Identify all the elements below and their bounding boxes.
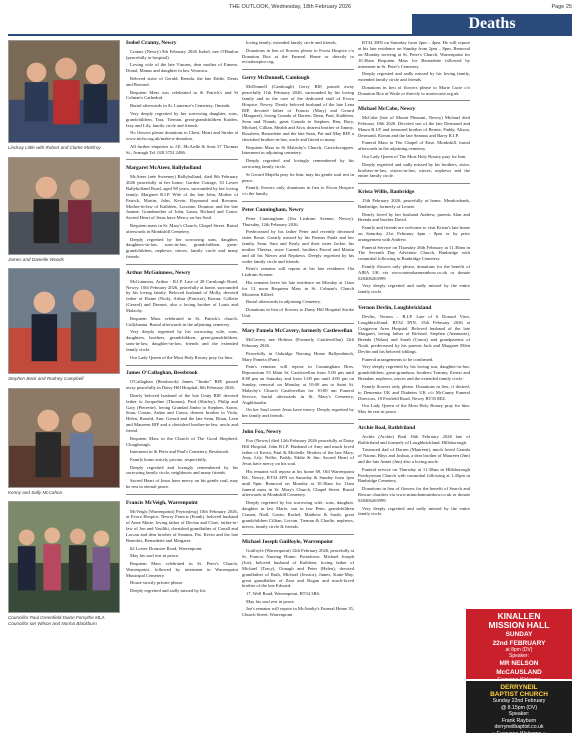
deaths-banner: Deaths bbox=[412, 14, 572, 34]
ad-day: SUNDAY bbox=[505, 630, 533, 638]
notice-text: Family flowers only, donations in lieu to Evora Hospice c/o the family. bbox=[242, 185, 354, 197]
ad-speaker-label: Speaker: bbox=[508, 711, 530, 718]
notice-text: Donations in lieu of flowers please to Evora Hospice c/o Donation Box at the Funeral Home or directly to evorahospice.org. bbox=[242, 47, 354, 65]
page-header bbox=[8, 0, 572, 14]
notice-text: Donations in lieu of flowers to Daisy Hill Hospital Stroke Unit. bbox=[242, 306, 354, 318]
photo-5 bbox=[8, 501, 120, 613]
ad-speaker: MR NELSON bbox=[499, 660, 539, 668]
notice-text: McCabe (late of Mount Pleasant, Newry) Michael died February 18th 2026. Devoted son of the late Desmond and Maura R.I.P. and treasured brother of Bernie, Paddy, Alison, Desmond, Kieran and the late Seamus and Barry R.I.P. bbox=[358, 115, 470, 138]
caption-5: Councillor Paul Greenfield Diane Forsythe MLA Councillor Ian Wilson and Norma Blackburn bbox=[8, 615, 105, 626]
ad-title: MISSION HALL bbox=[488, 619, 550, 630]
caption-3: Stephen Beck and Rodney Campbell bbox=[8, 376, 84, 381]
notice-divider bbox=[358, 419, 470, 420]
notice-text: 15th February 2026, peacefully at home, Meadowbank, Banbridge, formerly of Lenzie. bbox=[358, 198, 470, 209]
notice-text: Deeply regretted by her sorrowing sons, daughter, daughters-in-law, sons-in-law, grandchildren, great-grandchildren, nephews, nieces, family circle and many friends. bbox=[126, 236, 238, 260]
notice-heading: Gerry McDonnell, Camlough bbox=[242, 75, 310, 82]
notice-text: All further enquiries to J.E. McArdle & Sons 37 Thomas St., Armagh Tel. 028 3752 2486. bbox=[126, 143, 238, 155]
ad-speaker: McCAUSLAND bbox=[496, 669, 542, 677]
notice-divider bbox=[358, 183, 470, 184]
notice-divider bbox=[242, 534, 354, 535]
notice-text: Deeply regretted and lovingly remembered by his sorrowing family circle, neighbours and many friends. bbox=[126, 464, 238, 476]
notice-text: Deeply regretted by his sorrowing wife, sons, daughter, daughter in law Marie, son in law Peter, grandchildren Cianan, Niall, Gavin, Rachel, Matthew & Sarah, great grandchildren Cillian, Lorcan, Tiernan & Charlie, nephews, nieces, family circle & friends. bbox=[242, 500, 354, 529]
notice-text: Joe's remains will repose in McAnulty's Funeral Home 35, Church Street, Warrenpoint bbox=[242, 606, 354, 618]
notice-text: Devlin, Vernon – R.I.P. Late of 6 Donard View, Loughbrickland, BT32 3NN, 15th February 2026 at Craigavon Area Hospital. Beloved husband of the late Margaret, loving father of Richard, Stephen (Annmarie), Brenda (Nolan) and Sarah (Conor) and grandparents of Noah, predeceased by his parents Jack and Margaret Ellen Devlin and his beloved siblings. bbox=[358, 313, 470, 355]
notice-text: Donations in lieu of flowers for the benefit of Search and Rescue charities via www.mimohamrainbow.co.uk or donate 028406263999. bbox=[358, 486, 470, 503]
notice-text: Treasured dad of Darren (Maureen), much loved Granda of Naomi, Rhys and Joshua, a dear brother of Maureen (Jim) and the late Annie (Jim) also a loving uncle. bbox=[358, 447, 470, 465]
notice-divider bbox=[358, 299, 470, 300]
notice-text: Funeral arrangements to be confirmed. bbox=[362, 356, 434, 362]
notice-text: O'Callaghan (Bessbrook) James "Jimbo" RIP, passed away peacefully in Daisy Hill Hospital, 8th February 2026. bbox=[126, 379, 238, 391]
notice-text: Fox (Newry) died 12th February 2026 peacefully at Daisy Hill Hospital. John R.I.P. Husband of Amy and much loved father of Kevin, Paul & Michelle. Brother of the late Mary, Amy, Lily, Nellie, Paddy, Eddie & Jim. Sacred Heart of Jesus have mercy on his soul. bbox=[242, 437, 354, 467]
notice-heading: Francis McVeigh, Warrenpoint bbox=[126, 499, 198, 506]
notice-text: Guilfoyle (Warrenpoint) 12th February 2026, peacefully at St. Francis Nursing Home, Portadown. Michael Joseph (Joe), beloved husband of Kathleen, loving father of Michael (Tracy), Oonagh and Peter (Helen), devoted grandfather of Ruth, Michael (Jessica), James, Katie-May, great grandfather of Zara and Rogan and much-loved brother of the late Edward. bbox=[242, 548, 354, 589]
notice-text: His remains will repose at his home 69, Old Warrenpoint Rd., Newry, BT34 2PN on Saturday & Sunday from 1pm until 9pm. Removal on Monday at 10.30am for 11am funeral mass in St. Mary's Church, Chapel Street. Burial afterwards in Monkshill Cemetery. bbox=[242, 468, 354, 498]
notice-text: Requiem Mass was celebrated in St Patrick's and St Colman's Cathedral. bbox=[126, 89, 238, 101]
notice-heading: Michael McCabe, Newry bbox=[358, 106, 416, 113]
derryneil-baptist-ad bbox=[466, 681, 572, 737]
notice-divider bbox=[126, 264, 238, 265]
notice-text: Family and friends are welcome to visit Krista's late home on Saturday 21st February 4pm - 8pm or by prior arrangement with Andrew. bbox=[358, 225, 470, 242]
notice-text: St Gerard Majella pray for him, may his gentle soul rest in peace. bbox=[242, 171, 354, 183]
notice-text: Very deeply regretted and sadly missed by the entire family circle. bbox=[358, 505, 470, 517]
notice-text: Family flowers only please, donations for the benefit of AIRA UK via www.mimohamrainbow.co.uk or donate 028406263999 bbox=[358, 263, 470, 281]
notice-text: Burial afterwards in adjoining Cemetery. bbox=[246, 299, 322, 305]
kinallen-mission-hall-ad bbox=[466, 609, 572, 679]
photo-4 bbox=[8, 388, 120, 488]
notice-text: Our Lady Queen of The Most Holy Rosary pray for him. bbox=[362, 154, 467, 160]
column-1 bbox=[126, 40, 238, 596]
photo-1 bbox=[8, 40, 120, 143]
header-rule bbox=[8, 34, 572, 36]
notice-text: Interment in St Peter and Paul's Cemetery, Bessbrook. bbox=[130, 449, 230, 455]
ad-speaker: Frank Rayburn bbox=[501, 717, 537, 724]
notice-heading: James O'Callaghan, Bessbrook bbox=[126, 370, 198, 377]
notice-text: Deeply regretted and sadly missed by his brothers, sister, brothers-in-law, sisters-in-law, nieces, nephews and the entire family circle. bbox=[358, 161, 470, 179]
notice-text: Requiem Mass in the Church of The Good Shepherd, Cloughreagh. bbox=[126, 435, 238, 447]
notice-text: McVeigh (Warrenpoint) Peyton(esq) 10th February 2026, at Evora Hospice, Newry Francis (Frank), beloved husband of Anne Marie, loving father of Declan and Clare, father-in-law of Jon and Vasiliki, cherished grandfather of Conall and Lorcan and dear brother of Seamus, Pat, Kevin and the late Benedict, Bernadette and Margaret. bbox=[126, 508, 238, 543]
ad-welcome: ~ Everyone Welcome ~ bbox=[492, 730, 546, 737]
ad-title: KINALLEN bbox=[497, 611, 541, 621]
caption-2: James and Danielle Woods bbox=[8, 256, 64, 262]
notice-text: May his soul rest in peace. bbox=[246, 598, 295, 604]
notice-text: Very deeply regretted by her sorrowing daughter, sons, grandchildren, Tara, Tiernan, great-grandchildren Kaiden, Izzy and Lily, family circle and friends. bbox=[126, 110, 238, 128]
notice-text: Burial afterwards in St. Laurence's Cemetery, Omeath. bbox=[130, 103, 231, 109]
notice-text: Family flowers only please. Donations in lieu, if desired, to Dementia UK and Diabetes UK c/o McCanny Funeral Directors, 18 Foxfield Road, Newry BT35 8EZ. bbox=[358, 383, 470, 401]
notice-text: Deeply regretted and sadly missed by his loving family, extended family circle and friends. bbox=[358, 71, 470, 83]
notice-text: Loving wife of the late Vincent, dear mother of Eimear, Donal, Manus and daughter in law Veronica. bbox=[126, 62, 238, 74]
notice-text: Requiem Mass in St Malachy's Church, Carrickcruppen. Interment in adjoining cemetery. bbox=[242, 144, 354, 156]
notice-text: Deeply regretted and lovingly remembered by his sorrowing family circle. bbox=[242, 158, 354, 169]
notice-divider bbox=[126, 159, 238, 160]
notice-text: Donations in lieu of flowers please to Marie Curie c/o Donation Box at Waile or directly to mariecurie.org.uk bbox=[358, 84, 470, 96]
notice-text: Very deeply regretted by his sorrowing wife, sons, daughters, brothers, grandchildren, great-grandchildren, sons-in-law, daughter-in-law, friends and the extended family circle. bbox=[126, 329, 238, 352]
notice-divider bbox=[358, 100, 470, 101]
notice-text: Requiem mass in St. Mary's Church, Chapel Street. Burial afterwards in Monkshill Cemetery. bbox=[126, 222, 238, 234]
notice-heading: Archie Boal, Rathfriland bbox=[358, 424, 416, 431]
notice-text: Requiem Mass celebrated in St. Patrick's church, Cullyhanna. Burial afterwards in the adjoining cemetery. bbox=[126, 315, 238, 327]
ad-date: 22nd FEBRUARY bbox=[492, 639, 546, 647]
notice-text: May his soul rest in peace. bbox=[130, 553, 179, 559]
notice-text: McAteer (née Sweeney) Ballyholland, died 8th February 2026 peacefully at her home, Garden Cottage, 33 Lower Ballyholland Road, aged 98 years, surrounded by her loving family. Margaret R.I.P. Wife of the late John, Mother of Patrick, Martin, John, Kevin, Raymond and Rowann. Mother-in-law of Kathleen, Lorraine, Dominic and the late Joanne. Grandmother of John, Laura, Richard and Conor. Sacred Heart of Jesus have Mercy on her Soul. bbox=[126, 174, 238, 221]
notice-text: No flowers please donations to Chest, Heart and Stroke at www.nichs.org.uk/make-a-donation. bbox=[126, 130, 238, 142]
notice-text: Dearly loved by her husband Andrew, parents Alan and Brenda and brother David. bbox=[358, 211, 470, 223]
notice-divider bbox=[242, 323, 354, 324]
notice-text: Deeply regretted and sadly missed by his bbox=[130, 588, 206, 594]
notice-text: Very deeply regretted by his loving son, daughter-in-law, grandchildren, great-grandson, brothers Tommy, Ernest and Brendan, nephews, nieces and the extended family circle. bbox=[358, 364, 470, 382]
notice-heading: Vernon Devlin, Loughbrickland bbox=[358, 304, 432, 311]
notice-text: BT34 3HN on Saturday from 2pm – 4pm. He will repose at his late residence on Sunday from 2pm – 8pm. Removal on Monday arriving at St. Peter's Church, Warrenpoint for 10.30am Requiem Mass for Bernadette followed by interment in St. Peter's Cemetery. bbox=[358, 40, 470, 69]
page-number: Page 25 bbox=[551, 4, 572, 10]
notice-text: Sacred Heart of Jesus have mercy on his gentle soul, may he rest in eternal peace. bbox=[126, 478, 238, 489]
notice-heading: Michael Joseph Guilfoyle, Warrenpoint bbox=[242, 539, 333, 546]
notice-divider bbox=[242, 69, 354, 70]
notice-text: Funeral service on Thursday at 11.30am in Hillsborough Presbyterian Church with committal following at 1.45pm in Banbridge Cemetery. bbox=[358, 466, 470, 484]
ad-date: Sunday 22nd February bbox=[492, 698, 546, 705]
notice-text: Cranny (Newry) 8th February 2026 Isobel, nee O'Hanlon (peacefully in hospital). bbox=[126, 48, 238, 60]
notice-text: Very deeply regretted and sadly missed by the entire family circle. bbox=[358, 283, 470, 295]
paper-title: THE OUTLOOK, Wednesday, 18th February 2026 bbox=[228, 4, 352, 10]
ad-time: at 8pm (DV) bbox=[505, 647, 533, 654]
column-3 bbox=[358, 40, 470, 519]
notice-text: Beloved sister of Gerald, Brenda, the late Eddie, Denis and Bernard. bbox=[126, 76, 238, 87]
notice-text: Requiem Mass celebrated in St. Peter's Church, Warrenpoint, followed by interment in Warrenpoint Municipal Cemetery. bbox=[126, 560, 238, 578]
column-2 bbox=[242, 40, 354, 620]
notice-heading: Margaret McAteer, Ballyholland bbox=[126, 165, 202, 172]
notice-text: Funeral Service on Thursday 26th February at 11.30am in The Seventh Day Adventist Church, Banbridge with committal following in Banbridge Cemetery. bbox=[358, 244, 470, 262]
notice-text: loving family, extended family circle and friends. bbox=[246, 40, 337, 45]
notice-text: Our Lady Queen of the Most Holy Rosary pray for him. bbox=[130, 354, 233, 360]
caption-4: Kenny and Sally McCahon bbox=[8, 489, 63, 495]
notice-text: Predeceased by his father Peter and recently deceased sister Rosie. Greatly missed by his Partner Paula and her family, Sean, Sara and Kealy and their sister Jackie, his mother Theresa, sister Carmel, brothers Pascal and Martin and all his Nieces and Nephews. Deeply regretted by his wider family circle and friends. bbox=[242, 229, 354, 264]
notice-text: Pam's remains will repose in Cunningham Bros. Reposerium 53 Main St. Castlewellan from 5:00 pm until 8:00 pm on Saturday and from 1:00 pm until 4:00 pm on Sunday, removal on Monday at 10:00 am to Saint St. Malachy's Church Castlewellan for 10:00 am Funeral Service, burial afterwards in St. Mary's Cemetery, Aughlisnafin. bbox=[242, 364, 354, 405]
caption-1: Lindsay Little with Robert and Clarke McElroy bbox=[8, 145, 101, 150]
notice-text: 17, Well Road, Warrenpoint, BT34 3RS. bbox=[246, 591, 321, 597]
notice-text: Peter Cunningham (16a Lisdrum Avenue, Newry), Thursday, 12th February 2026. bbox=[242, 215, 354, 227]
notice-heading: Peter Cunningham, Newry bbox=[242, 206, 304, 213]
notice-text: Peter's remains will repose at his late residence 16a Lisdrum Avenue. bbox=[242, 266, 354, 278]
notice-text: 62 Lower Dromore Road, Warrenpoint. bbox=[130, 545, 203, 551]
ad-title: DERRYNEIL bbox=[500, 684, 538, 691]
notice-heading: Arthur McGuinness, Newry bbox=[126, 269, 191, 276]
notice-text: McDonnell (Camlough) Gerry RIP, passed away peacefully 11th February 2026, surrounded by his loving family and in the care of the dedicated staff of Evora Hospice, Newry. Dearly beloved husband of the late Lena RIP, devoted father of Francis (Mary) and Gerard (Margaret), loving Granda of Darren, Dean, Paul, Kathleen, Sean and Niamh, great Granda to Stephen, Ben, Rory, Michael, Cillian, Meabh and Aiva, dearest brother of Jimmy, Rosaleen, Bernadette and the late Sean, Pat and May RIP, a cherished brother-in-law, uncle and friend to many. bbox=[242, 84, 354, 142]
notice-divider bbox=[242, 423, 354, 424]
ad-time: @ 8.15pm (DV) bbox=[500, 704, 538, 711]
notice-text: Dearly beloved husband of the late Unity RIP, devoted father to Jacqueline (Thomas), Paul (Shirley), Philip and Gary (Pierrette), loving Grandad Jimbo to Stephen, Aaron, Sean, Ciaran, Aidan and Conor, dearest brother to Viola, Helen, Ronald, Ann, Gerard and the late Sean, Brian, Leen and Maureen RIP and a cherished brother-in-law, uncle and friend. bbox=[126, 392, 238, 433]
notice-divider bbox=[242, 201, 354, 202]
photo-3 bbox=[8, 268, 120, 374]
notice-heading: Mary Pamela McCavery, formerly Castlewellan bbox=[242, 328, 353, 335]
notice-divider bbox=[126, 494, 238, 495]
ad-title: BAPTIST CHURCH bbox=[490, 691, 548, 699]
notice-text: Our Lady Queen of the Most Holy Rosary pray for him. May he rest in peace. bbox=[358, 403, 470, 415]
notice-text: His remains leave his late residence on Monday at 11am for 12 noon Requiem Mass in St. Colman's Church Mourtern Killeel. bbox=[242, 279, 354, 297]
notice-text: Funeral Mass in The Chapel of Ease, Monkshill, burial afterwards in the adjoining cemetery. bbox=[358, 140, 470, 152]
photo-2 bbox=[8, 157, 120, 255]
notice-text: McCavery nee Holmes (Formerly Castlewellan) 12th February 2026. bbox=[242, 337, 354, 349]
ad-website: derryneilbaptist.co.uk bbox=[494, 724, 544, 731]
notice-text: On her Soul sweet Jesus have mercy. Deeply regretted by her family and friends. bbox=[242, 407, 354, 419]
notice-heading: John Fox, Newry bbox=[242, 428, 282, 435]
notice-text: Archie (Archie) Boal 16th February 2026 late of Rathfriland and formerly of Loughbrickland, Hillsborough. bbox=[358, 433, 470, 445]
notice-text: McGuinness, Arthur - R.I.P. Late of 28 Carnlough Road, Newry. 10th February 2026, peacefully at home, surrounded by his loving family. Beloved husband of Molly, devoted father of Elaine (Nick), Arthur (Patricia), Kieran, Collette (Gerard) and Dermot, also a loving brother of Louis and Malachy. bbox=[126, 278, 238, 314]
notice-heading: Isobel Cranny, Newry bbox=[126, 40, 177, 46]
ad-speaker-label: Speaker: bbox=[508, 653, 529, 660]
notice-divider bbox=[126, 365, 238, 366]
notice-text: Family home strictly private, respectfully. bbox=[130, 456, 208, 462]
notice-text: House strictly private please. bbox=[130, 580, 184, 586]
photo-column bbox=[8, 40, 120, 632]
notice-heading: Krista Willis, Banbridge bbox=[358, 189, 415, 196]
notice-text: Peacefully in Oakridge Nursing Home Ballynahinch, Mary Pamela (Pam). bbox=[242, 350, 354, 362]
